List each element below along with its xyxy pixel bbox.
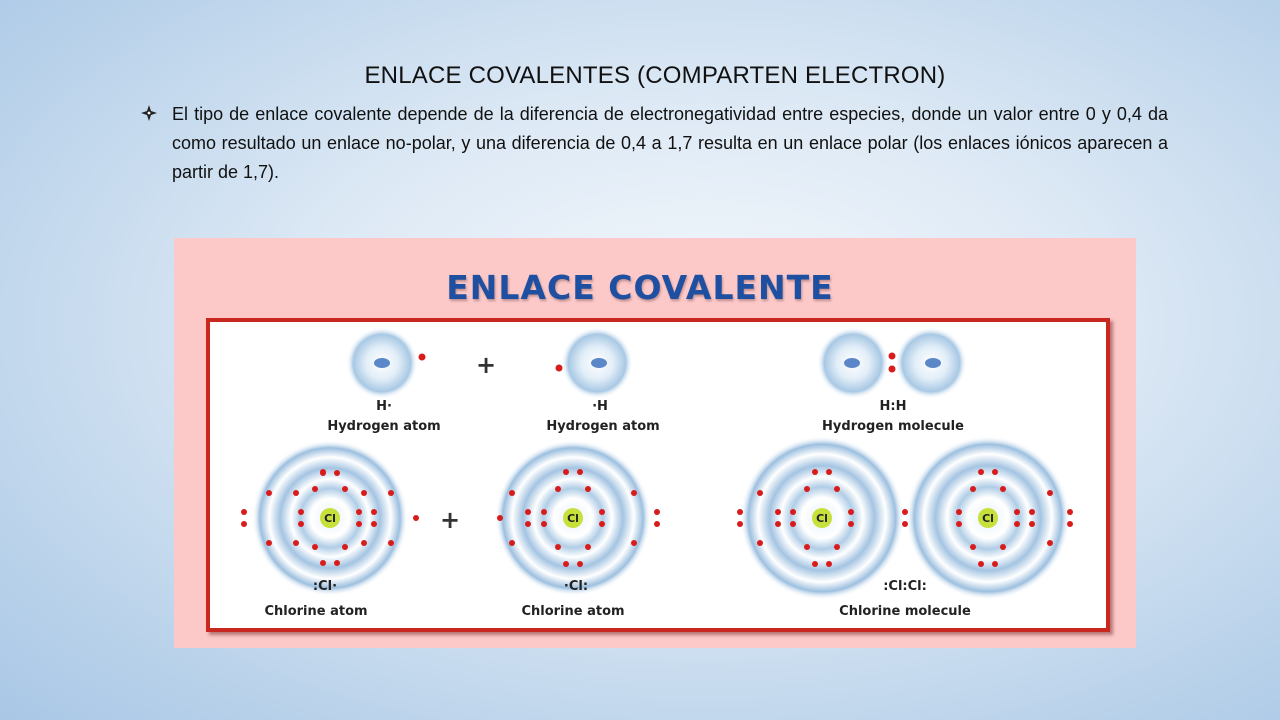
hydrogen-molecule-formula: H:H xyxy=(879,399,907,414)
hydrogen-atom-right xyxy=(556,327,634,399)
hydrogen-nucleus xyxy=(374,358,390,368)
chlorine-molecule-label: Chlorine molecule xyxy=(839,604,971,619)
electron xyxy=(889,366,896,373)
hydrogen-left-label: Hydrogen atom xyxy=(327,419,441,434)
hydrogen-nucleus xyxy=(591,358,607,368)
slide-title: ENLACE COVALENTES (COMPARTEN ELECTRON) xyxy=(364,62,946,89)
chlorine-atom-right xyxy=(495,440,660,596)
hydrogen-molecule-label: Hydrogen molecule xyxy=(822,419,964,434)
chlorine-symbol: Cl xyxy=(324,512,336,525)
plus-sign: + xyxy=(439,506,461,534)
hydrogen-nucleus xyxy=(844,358,860,368)
chlorine-symbol: Cl xyxy=(982,512,994,525)
chlorine-left-formula: :Cl· xyxy=(312,579,338,594)
hydrogen-atom-left xyxy=(346,327,426,399)
hydrogen-right-label: Hydrogen atom xyxy=(546,419,660,434)
chlorine-symbol: Cl xyxy=(816,512,828,525)
hydrogen-left-formula: H· xyxy=(376,399,392,414)
chlorine-symbol: Cl xyxy=(567,512,579,525)
electron xyxy=(556,365,563,372)
chlorine-molecule-formula: :Cl:Cl: xyxy=(883,579,927,594)
chlorine-right-label: Chlorine atom xyxy=(521,604,625,619)
chlorine-molecule xyxy=(737,436,1073,600)
plus-sign: + xyxy=(475,351,497,379)
bullet-text: El tipo de enlace covalente depende de la diferencia de electronegatividad entre especies, donde un valor entre 0 y 0,4 da como resultado un enlace no-polar, y una diferencia de 0,4 a 1,7 resulta en un enlace polar (los enlaces iónicos aparecen a partir de 1,7). xyxy=(172,104,1168,182)
chlorine-left-label: Chlorine atom xyxy=(264,604,368,619)
hydrogen-nucleus xyxy=(925,358,941,368)
figure-heading: ENLACE COVALENTE xyxy=(446,268,834,307)
chlorine-right-formula: ·Cl: xyxy=(563,579,589,594)
hydrogen-right-formula: ·H xyxy=(592,399,608,414)
electron xyxy=(419,354,426,361)
hydrogen-molecule xyxy=(817,327,967,399)
chlorine-atom-left xyxy=(241,440,419,596)
electron xyxy=(889,353,896,360)
